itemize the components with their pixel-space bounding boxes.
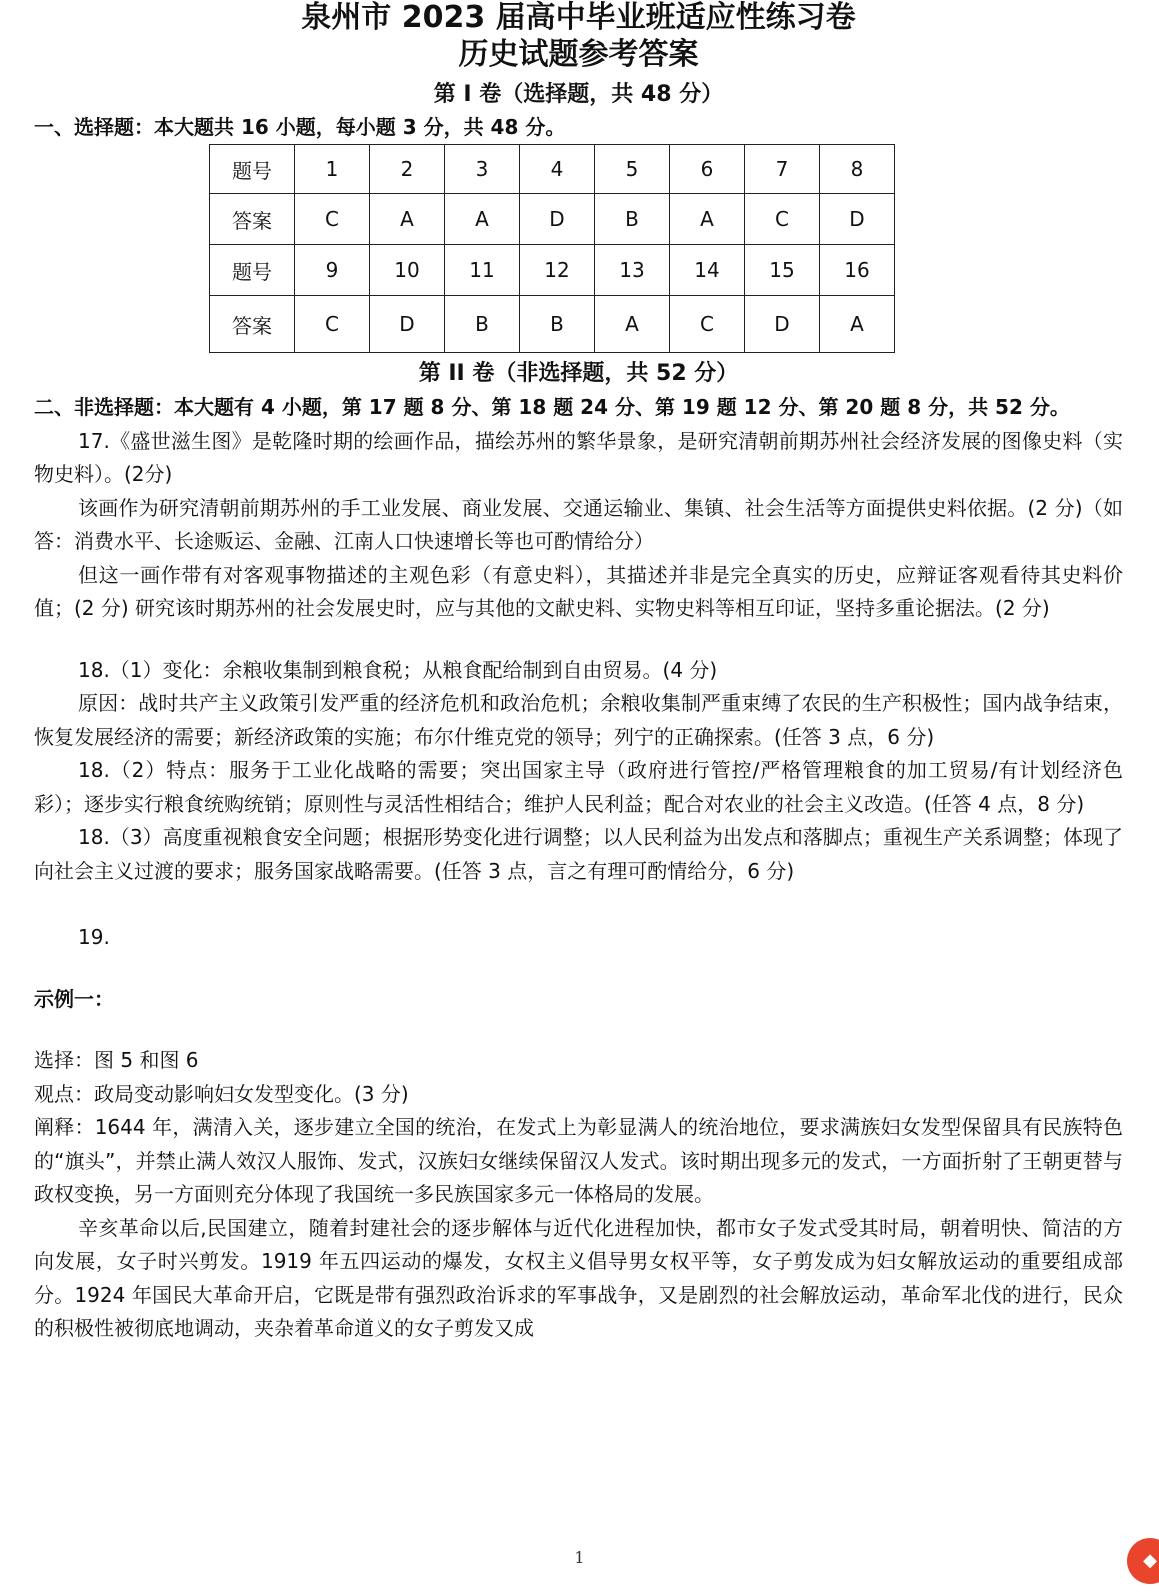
q18-paragraph-3: 18.（2）特点：服务于工业化战略的需要；突出国家主导（政府进行管控/严格管理粮食的加工贸易/有计划经济色彩）；逐步实行粮食统购统销；原则性与灵活性相结合；维护人民利益；配合对农业的社会主义改造。(任答 4 点，8 分) bbox=[34, 758, 1123, 816]
question-number: 7 bbox=[745, 145, 820, 194]
question-number: 12 bbox=[520, 245, 595, 296]
answer-cell: C bbox=[745, 194, 820, 245]
section2-heading: 二、非选择题：本大题有 4 小题，第 17 题 8 分、第 18 题 24 分、第 19 题 12 分、第 20 题 8 分，共 52 分。 bbox=[34, 395, 1070, 419]
q19-number: 19. bbox=[78, 925, 110, 949]
answer-cell: A bbox=[445, 194, 520, 245]
q19-explanation-1: 阐释：1644 年，满清入关，逐步建立全国的统治，在发式上为彰显满人的统治地位，要求满族妇女发型保留具有民族特色的“旗头”，并禁止满人效汉人服饰、发式，汉族妇女继续保留汉人发式。该时期出现多元的发式，一方面折射了王朝更替与政权变换，另一方面则充分体现了我国统一多民族国家多元一体格局的发展。 bbox=[34, 1115, 1123, 1206]
question-number: 1 bbox=[295, 145, 370, 194]
answer-cell: D bbox=[520, 194, 595, 245]
answer-cell: A bbox=[370, 194, 445, 245]
answer-cell: C bbox=[295, 194, 370, 245]
table-row bbox=[210, 145, 895, 194]
q19-viewpoint: 观点：政局变动影响妇女发型变化。(3 分) bbox=[34, 1081, 409, 1106]
question-number: 11 bbox=[445, 245, 520, 296]
spacer bbox=[34, 955, 1123, 983]
spacer bbox=[34, 1016, 1123, 1044]
question-number: 13 bbox=[595, 245, 670, 296]
answer-label: 答案 bbox=[210, 194, 295, 245]
question-number: 15 bbox=[745, 245, 820, 296]
q18-paragraph-4: 18.（3）高度重视粮食安全问题；根据形势变化进行调整；以人民利益为出发点和落脚点；重视生产关系调整；体现了向社会主义过渡的要求；服务国家战略需要。(任答 3 点，言之有理可酌情给分，6 分) bbox=[34, 825, 1123, 883]
answer-cell: D bbox=[745, 296, 820, 353]
part1-title: 第 I 卷（选择题，共 48 分） bbox=[433, 82, 724, 107]
document-title-line2: 历史试题参考答案 bbox=[458, 37, 699, 72]
answer-cell: B bbox=[445, 296, 520, 353]
spacer bbox=[34, 626, 1123, 654]
answer-table bbox=[209, 144, 895, 353]
q19-explanation-2: 辛亥革命以后,民国建立，随着封建社会的逐步解体与近代化进程加快，都市女子发式受其时局，朝着明快、简洁的方向发展，女子时兴剪发。1919 年五四运动的爆发，女权主义倡导男女权平等，女子剪发成为妇女解放运动的重要组成部分。1924 年国民大革命开启，它既是带有强烈政治诉求的军事战争，又是剧烈的社会解放运动，革命军北伐的进行，民众的积极性被彻底地调动，夹杂着革命道义的女子剪发又成 bbox=[34, 1215, 1123, 1340]
spacer bbox=[34, 888, 1123, 921]
answer-cell: A bbox=[820, 296, 895, 353]
answer-cell: A bbox=[670, 194, 745, 245]
floating-action-icon[interactable]: ◆ bbox=[1127, 1538, 1159, 1584]
question-label: 题号 bbox=[210, 245, 295, 296]
q17-paragraph-1: 17.《盛世滋生图》是乾隆时期的绘画作品，描绘苏州的繁华景象，是研究清朝前期苏州社会经济发展的图像史料（实物史料）。(2分) bbox=[34, 428, 1123, 486]
q17-paragraph-2: 该画作为研究清朝前期苏州的手工业发展、商业发展、交通运输业、集镇、社会生活等方面提供史料依据。(2 分)（如答：消费水平、长途贩运、金融、江南人口快速增长等也可酌情给分） bbox=[34, 495, 1123, 553]
table-row bbox=[210, 194, 895, 245]
question-number: 8 bbox=[820, 145, 895, 194]
question-number: 9 bbox=[295, 245, 370, 296]
table-row bbox=[210, 296, 895, 353]
question-number: 14 bbox=[670, 245, 745, 296]
q19-choice: 选择：图 5 和图 6 bbox=[34, 1048, 199, 1072]
answer-cell: D bbox=[820, 194, 895, 245]
answer-cell: B bbox=[520, 296, 595, 353]
document-title-line1: 泉州市 2023 届高中毕业班适应性练习卷 bbox=[301, 0, 856, 35]
question-label: 题号 bbox=[210, 145, 295, 194]
q18-paragraph-1: 18.（1）变化：余粮收集制到粮食税；从粮食配给制到自由贸易。(4 分) bbox=[78, 657, 718, 682]
answer-cell: A bbox=[595, 296, 670, 353]
question-number: 4 bbox=[520, 145, 595, 194]
part2-title: 第 II 卷（非选择题，共 52 分） bbox=[418, 361, 739, 386]
question-number: 6 bbox=[670, 145, 745, 194]
answer-label: 答案 bbox=[210, 296, 295, 353]
section1-heading: 一、选择题：本大题共 16 小题，每小题 3 分，共 48 分。 bbox=[34, 115, 566, 139]
question-number: 2 bbox=[370, 145, 445, 194]
question-number: 16 bbox=[820, 245, 895, 296]
page-number: 1 bbox=[574, 1548, 585, 1567]
q18-paragraph-2: 原因：战时共产主义政策引发严重的经济危机和政治危机；余粮收集制严重束缚了农民的生产积极性；国内战争结束，恢复发展经济的需要；新经济政策的实施；布尔什维克党的领导；列宁的正确探索。(任答 3 点，6 分) bbox=[34, 691, 1123, 749]
answer-cell: B bbox=[595, 194, 670, 245]
question-number: 5 bbox=[595, 145, 670, 194]
table-row bbox=[210, 245, 895, 296]
q19-example-label: 示例一： bbox=[34, 986, 114, 1011]
answer-cell: C bbox=[670, 296, 745, 353]
question-number: 10 bbox=[370, 245, 445, 296]
answer-cell: D bbox=[370, 296, 445, 353]
q17-paragraph-3: 但这一画作带有对客观事物描述的主观色彩（有意史料），其描述并非是完全真实的历史，应辩证客观看待其史料价值；(2 分) 研究该时期苏州的社会发展史时，应与其他的文献史料、实物史料等相互印证，坚持多重论据法。(2 分) bbox=[34, 562, 1123, 620]
question-number: 3 bbox=[445, 145, 520, 194]
answer-cell: C bbox=[295, 296, 370, 353]
